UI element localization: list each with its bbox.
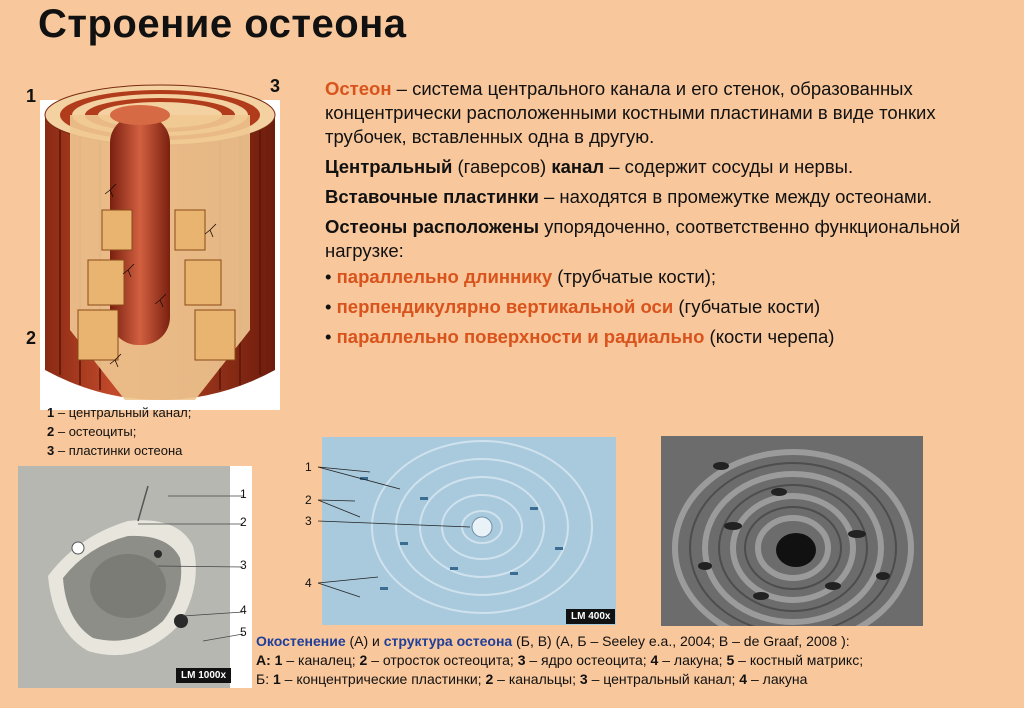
panel-a-label: 1 [240,487,247,501]
page-title: Строение остеона [38,2,407,46]
osteocyte-micrograph [18,466,252,688]
magnification-badge: LM 400x [566,609,615,624]
micrograph-a [18,466,252,688]
definition-central-canal: Центральный (гаверсов) канал – содержит сосуды и нервы. [325,156,854,177]
osteon-drawing [40,70,280,410]
magnification-badge: LM 1000x [176,668,231,683]
caption-title: Окостенение (А) и структура остеона (Б, В) (А, Б – Seeley e.a., 2004; В – de Graaf, 2008 ): [256,633,850,649]
legend-item: 2 – остеоциты; [47,424,137,439]
micrograph-b [300,437,616,625]
panel-a-label: 4 [240,603,247,617]
illustration-legend [47,403,191,460]
panel-b-label: 1 [305,460,312,474]
definition-arrangement: Остеоны расположены упорядоченно, соответственно функциональной нагрузке: [325,216,961,261]
description [325,77,1015,349]
legend-item: 3 – пластинки остеона [47,443,183,458]
panel-a-label: 5 [240,625,247,639]
marker-2: 2 [26,328,37,348]
panel-b-label: 3 [305,514,312,528]
osteon-illustration [40,70,280,410]
figure-caption [256,632,1016,689]
marker-1: 1 [26,86,37,106]
sem-osteon-image [661,436,923,626]
marker-3: 3 [270,76,281,96]
definition-interstitial-lamellae: Вставочные пластинки – находятся в промежутке между остеонами. [325,186,933,207]
panel-a-label: 2 [240,515,247,529]
micrograph-c [661,436,923,626]
panel-a-label: 3 [240,558,247,572]
bullet-item: • параллельно длиннику (трубчатые кости); [325,266,717,287]
panel-b-label: 4 [305,576,312,590]
definition-osteon: Остеон – система центрального канала и его стенок, образованных концентрически расположенными костными пластинами в виде тонких трубочек, вставленных одна в другую. [325,78,936,147]
panel-b-label: 2 [305,493,312,507]
caption-line-a: А: 1 – каналец; 2 – отросток остеоцита; 3 – ядро остеоцита; 4 – лакуна; 5 – костный матрикс; [256,652,864,668]
caption-line-b: Б: 1 – концентрические пластинки; 2 – канальцы; 3 – центральный канал; 4 – лакуна [256,671,808,687]
bullet-item: • параллельно поверхности и радиально (кости черепа) [325,326,835,347]
bullet-item: • перпендикулярно вертикальной оси (губчатые кости) [325,296,821,317]
legend-item: 1 – центральный канал; [47,405,192,420]
osteon-micrograph [300,437,616,625]
